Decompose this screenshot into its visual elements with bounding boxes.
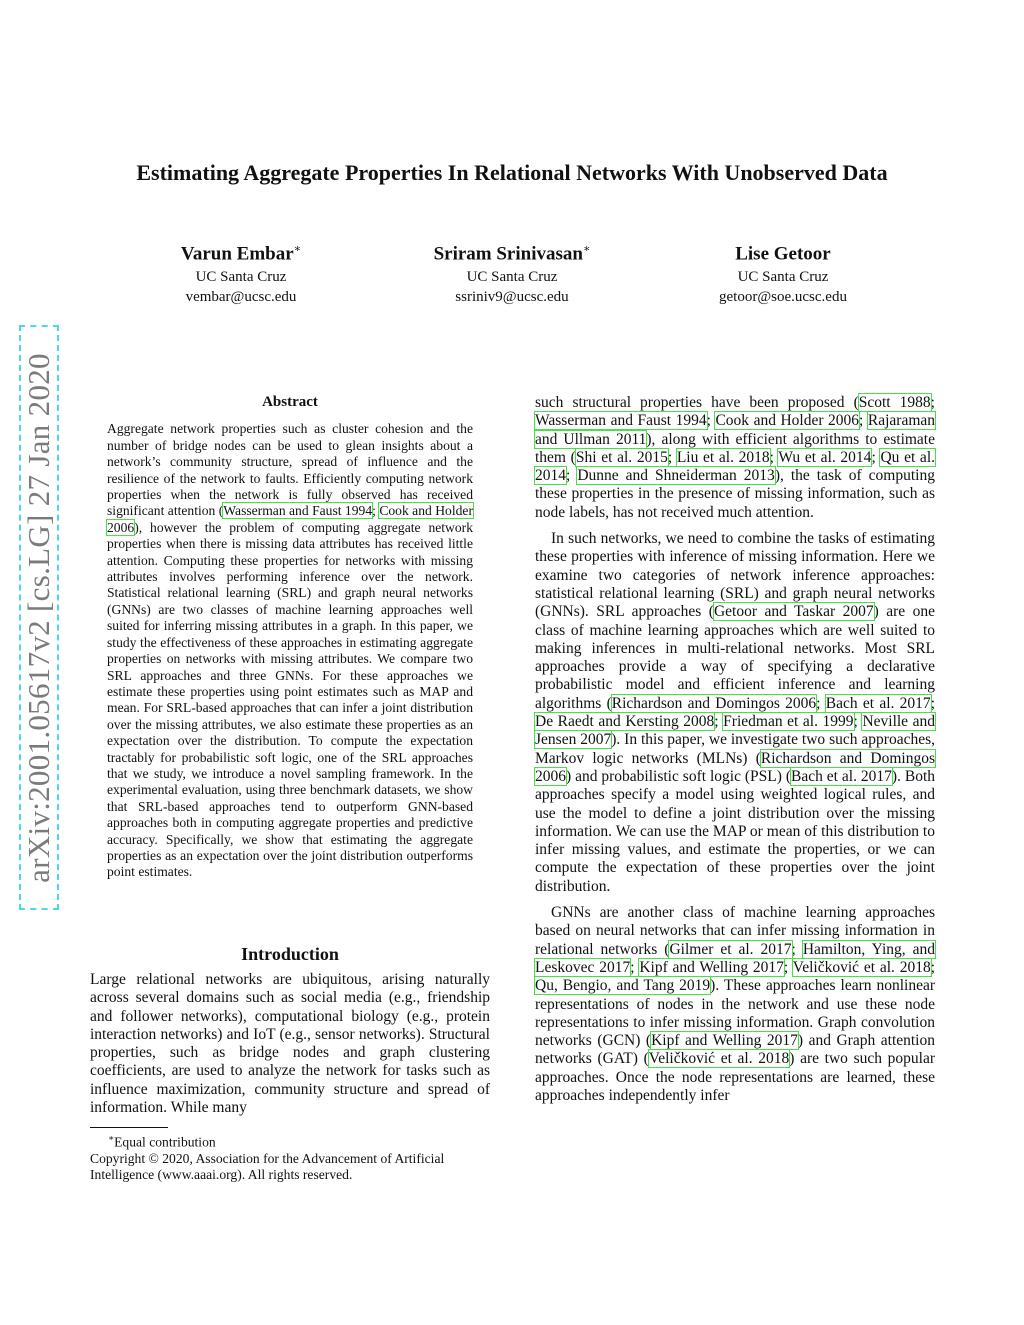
introduction-heading: Introduction (241, 944, 339, 964)
author-email: vembar@ucsc.edu (185, 289, 297, 306)
citation-link[interactable]: Cook and Holder 2006 (107, 503, 473, 535)
citation-link[interactable]: Neville and Jensen 2007 (535, 713, 936, 749)
author-affiliation: UC Santa Cruz (466, 269, 558, 286)
citation-link[interactable]: Getoor and Taskar 2007 (713, 603, 874, 621)
citation-link[interactable]: Bach et al. 2017 (825, 694, 931, 712)
citation-link[interactable]: Hamilton, Ying, and Leskovec 2017 (535, 940, 936, 976)
author-block-1 (111, 236, 371, 307)
footnote-rule (90, 1127, 168, 1128)
abstract-text: Aggregate network properties such as cluster cohesion and the number of bridge nodes can be used to glean insights about a network’s community structure, spread of influence and the resilience of the network to faults. Efficiently computing network properties when the network is fully observed has received significant attention (Wasserman and Faust 1994; Cook and Holder 2006), however the problem of computing aggregate network properties when there is missing data attributes has received little attention. Computing these properties for networks with missing attributes involves performing inference over the network. Statistical relational learning (SRL) and graph neural networks (GNNs) are two classes of machine learning approaches well suited for inferring missing attributes in a graph. In this paper, we study the effectiveness of these approaches in estimating aggregate properties on networks with missing attributes. We compare two SRL approaches and three GNNs. For these approaches we estimate these properties using point estimates such as MAP and mean. For SRL-based approaches that can infer a joint distribution over the missing attributes, we also estimate these properties as an expectation over the distribution. To compute the expectation tractably for probabilistic soft logic, one of the SRL approaches that we study, we introduce a novel sampling framework. In the experimental evaluation, using three benchmark datasets, we show that SRL-based approaches tend to outperform GNN-based approaches both in computing aggregate properties and predictive accuracy. Specifically, we show that estimating the aggregate properties as an expectation over the joint distribution outperforms point estimates. (107, 421, 473, 880)
citation-link[interactable]: Wu et al. 2014 (778, 448, 872, 466)
abstract-heading: Abstract (262, 394, 318, 410)
citation-link[interactable]: Wasserman and Faust 1994 (535, 412, 707, 430)
paper-title: Estimating Aggregate Properties In Relational Networks With Unobserved Data (136, 160, 888, 185)
paragraph: such structural properties have been proposed (Scott 1988; Wasserman and Faust 1994; Cook and Holder 2006; Rajaraman and Ullman 2011), along with efficient algorithms to estimate them (Shi et al. 2015; Liu et al. 2018; Wu et al. 2014; Qu et al. 2014; Dunne and Shneiderman 2013), the task of computing these properties in the presence of missing information, such as node labels, has not received much attention. (535, 394, 936, 521)
citation-link[interactable]: Scott 1988 (858, 394, 931, 411)
author-block-3 (653, 236, 913, 307)
citation-link[interactable]: Bach et al. 2017 (791, 767, 892, 785)
footnote (90, 1130, 490, 1183)
author-email: getoor@soe.ucsc.edu (719, 289, 847, 306)
citation-link[interactable]: Richardson and Domingos 2006 (535, 749, 935, 785)
author-name: Sriram Srinivasan∗ (433, 243, 591, 265)
citation-link[interactable]: Kipf and Welling 2017 (651, 1032, 798, 1050)
citation-link[interactable]: Gilmer et al. 2017 (669, 940, 792, 958)
citation-link[interactable]: Veličković et al. 2018 (792, 958, 931, 976)
paragraph: In such networks, we need to combine the tasks of estimating these properties with inference of missing information. Here we examine two categories of network inference approaches: statistical relational learning (SRL) and graph neural networks (GNNs). SRL approaches (Getoor and Taskar 2007) are one class of machine learning approaches which are well suited to making inferences in multi-relational networks. Most SRL approaches provide a way of specifying a declarative probabilistic model and efficient inference and learning algorithms (Richardson and Domingos 2006; Bach et al. 2017; De Raedt and Kersting 2008; Friedman et al. 1999; Neville and Jensen 2007). In this paper, we investigate two such approaches, Markov logic networks (MLNs) (Richardson and Domingos 2006) and probabilistic soft logic (PSL) (Bach et al. 2017). Both approaches specify a model using weighted logical rules, and use the model to define a joint distribution over the missing information. We can use the MAP or mean of this distribution to infer missing values, and estimate the properties, or we can compute the expectation of these properties over the joint distribution. (535, 530, 936, 895)
citation-link[interactable]: Friedman et al. 1999 (723, 713, 854, 731)
author-affiliation: UC Santa Cruz (737, 269, 829, 286)
citation-link[interactable]: Dunne and Shneiderman 2013 (577, 467, 775, 485)
author-affiliation: UC Santa Cruz (195, 269, 287, 286)
arxiv-identifier: arXiv:2001.05617v2 [cs.LG] 27 Jan 2020 (21, 352, 56, 883)
citation-link[interactable]: Wasserman and Faust 1994 (223, 503, 373, 519)
citation-link[interactable]: Kipf and Welling 2017 (639, 958, 784, 976)
citation-link[interactable]: Liu et al. 2018 (676, 448, 770, 466)
paragraph: GNNs are another class of machine learning approaches based on neural networks that can infer missing information in relational networks (Gilmer et al. 2017; Hamilton, Ying, and Leskovec 2017; Kipf and Welling 2017; Veličković et al. 2018; Qu, Bengio, and Tang 2019). These approaches learn nonlinear representations of nodes in the network and use these node representations to infer missing information. Graph convolution networks (GCN) (Kipf and Welling 2017) and Graph attention networks (GAT) (Veličković et al. 2018) are two such popular approaches. Once the node representations are learned, these approaches independently infer (535, 904, 936, 1104)
citation-link[interactable]: Qu, Bengio, and Tang 2019 (535, 977, 711, 995)
citation-link[interactable]: Richardson and Domingos 2006 (611, 694, 817, 712)
right-column (535, 394, 935, 1113)
author-email: ssriniv9@ucsc.edu (455, 289, 569, 306)
author-block-2 (382, 236, 642, 307)
footnote-equal-contribution: ∗Equal contribution (108, 1133, 216, 1150)
arxiv-identifier-box (19, 325, 59, 910)
author-name: Lise Getoor (735, 243, 831, 265)
author-name: Varun Embar∗ (180, 243, 302, 265)
introduction-text: Large relational networks are ubiquitous, arising naturally across several domains such as social media (e.g., friendship and follower networks), computational biology (e.g., protein interaction networks) and IoT (e.g., sensor networks). Structural properties, such as bridge nodes and graph clustering coefficients, are used to analyze the network for tasks such as influence maximization, community structure and spread of information. While many (90, 971, 490, 1117)
citation-link[interactable]: Rajaraman and Ullman 2011 (535, 412, 936, 448)
citation-link[interactable]: De Raedt and Kersting 2008 (535, 713, 715, 731)
citation-link[interactable]: Cook and Holder 2006 (715, 412, 860, 430)
citation-link[interactable]: Shi et al. 2015 (575, 448, 668, 466)
citation-link[interactable]: Qu et al. 2014 (535, 448, 935, 485)
abstract-section (107, 394, 473, 881)
copyright-notice: Copyright © 2020, Association for the Advancement of Artificial Intelligence (www.aaai.org). All rights reserved. (90, 1150, 445, 1182)
citation-link[interactable]: Veličković et al. 2018 (648, 1050, 790, 1068)
